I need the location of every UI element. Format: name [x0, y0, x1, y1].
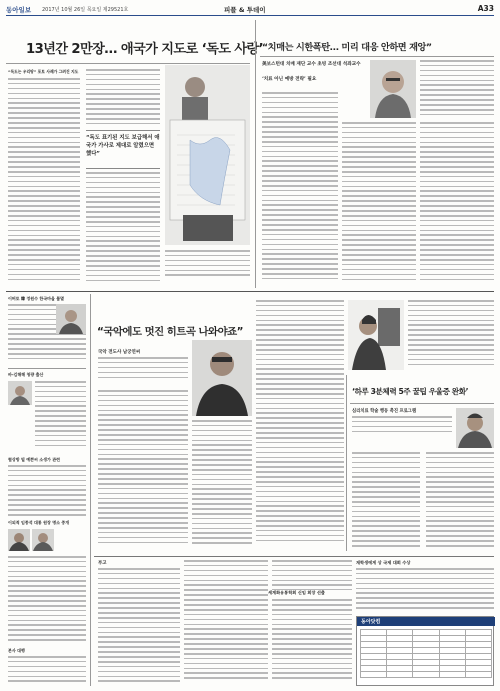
story4-headline: ‘하루 3분체력 5주 꿀팁 우울증 완화’	[352, 387, 469, 396]
left-item-4-title: 이외적 임종석 대통 원장 명소 중개	[8, 520, 70, 525]
column-divider	[90, 294, 91, 686]
page-header	[6, 4, 494, 16]
notice-c-text	[356, 568, 494, 612]
story2-subhead: 美보스턴대 치매 재단 교수 초빙 조선대 석좌교수	[262, 62, 361, 67]
divider	[6, 63, 250, 64]
notice-title-c: 재학생에게 상 국제 대회 수상	[356, 560, 411, 565]
story2-subhead-2: ‘치료 아닌 예방 전략’ 필요	[262, 77, 317, 82]
story4-deck	[352, 416, 452, 436]
notice-a-col2	[184, 560, 268, 686]
left-item-2-title: 바-김해해 청량 출산	[8, 372, 44, 377]
story1-text-col1	[8, 78, 80, 288]
section-divider	[6, 291, 494, 292]
divider	[260, 56, 494, 57]
story1-photo	[165, 65, 250, 245]
story1-text-col2	[86, 69, 160, 127]
story3-subhead: 국악 전도사 남궁연씨	[98, 350, 141, 355]
ad-text: 동아닷컴	[361, 619, 381, 625]
divider	[86, 168, 160, 169]
story3-photo-2	[348, 300, 404, 370]
left-item-3-text	[8, 465, 86, 517]
story2-text-col1	[262, 92, 338, 288]
story1-pull-quote: “독도 표기된 지도 보급해서 애국가 가사로 제대로 알렸으면 했다”	[86, 135, 160, 158]
story4-text-col2	[426, 452, 494, 550]
story3-text-col3	[256, 300, 344, 550]
notice-title-b: 세계화유통학회 신임 회장 선출	[268, 590, 358, 596]
column-divider	[346, 375, 347, 551]
section-divider	[94, 556, 494, 557]
section-name: 피플 & 투데이	[224, 6, 266, 14]
story4-text-col1	[352, 452, 420, 550]
left-item-4-text	[8, 556, 86, 644]
story1-text-col3	[86, 172, 160, 288]
story1-headline: 13년간 2만장… 애국가 지도로 ‘독도 사랑’	[26, 42, 264, 57]
story3-text-col2	[192, 420, 252, 550]
page-number: A33	[477, 4, 494, 13]
divider	[8, 368, 86, 369]
story2-portrait	[370, 60, 416, 118]
story2-text-col3	[420, 122, 494, 288]
left-item-3-title: 협상방 빌 예쁜씨 소생가 관련	[8, 457, 60, 462]
story2-text-col2	[342, 122, 416, 288]
newspaper-brand: 동아일보	[6, 6, 32, 14]
story4-photo	[456, 408, 494, 448]
issue-date: 2017년 10월 26일 목요일 제29521호	[42, 7, 129, 13]
divider	[350, 403, 494, 404]
column-divider	[255, 20, 256, 288]
divider	[86, 130, 160, 131]
story1-photo-caption	[165, 250, 250, 286]
story4-subhead: 심리치료 학술 행동 촉진 프로그램	[352, 409, 417, 414]
left-item-2-text	[35, 381, 86, 451]
left-item-4-photo-b	[32, 529, 54, 551]
ad-table	[360, 629, 492, 678]
story1-subhead: “독도는 우리땅” 포토 사례가 그려진 지도	[8, 69, 79, 74]
story2-text-top	[420, 60, 494, 118]
story3-headline: “국악에도 멋진 히트곡 나와야죠”	[97, 326, 243, 338]
story3-text-col1	[98, 390, 188, 550]
story3-photo	[192, 340, 252, 416]
notice-title-a: 부고	[98, 561, 107, 566]
ad-banner	[357, 617, 495, 626]
story2-headline: “치매는 시한폭탄… 미리 대응 안하면 재앙”	[262, 42, 432, 53]
ad-box	[356, 616, 494, 686]
left-item-4-photo-a	[8, 529, 30, 551]
story3-deck	[98, 357, 188, 383]
notice-a-col3	[272, 560, 352, 686]
left-item-1-title: 이버토 韓 정원수 한국마을 불멸	[8, 296, 64, 301]
story3-photo-2-caption	[408, 300, 494, 370]
bottom-label: 본사 대행	[8, 648, 25, 653]
left-item-1-photo	[56, 304, 86, 334]
left-item-2-photo	[8, 381, 32, 405]
notice-a-col1	[98, 568, 180, 686]
bottom-label-text	[8, 656, 86, 686]
